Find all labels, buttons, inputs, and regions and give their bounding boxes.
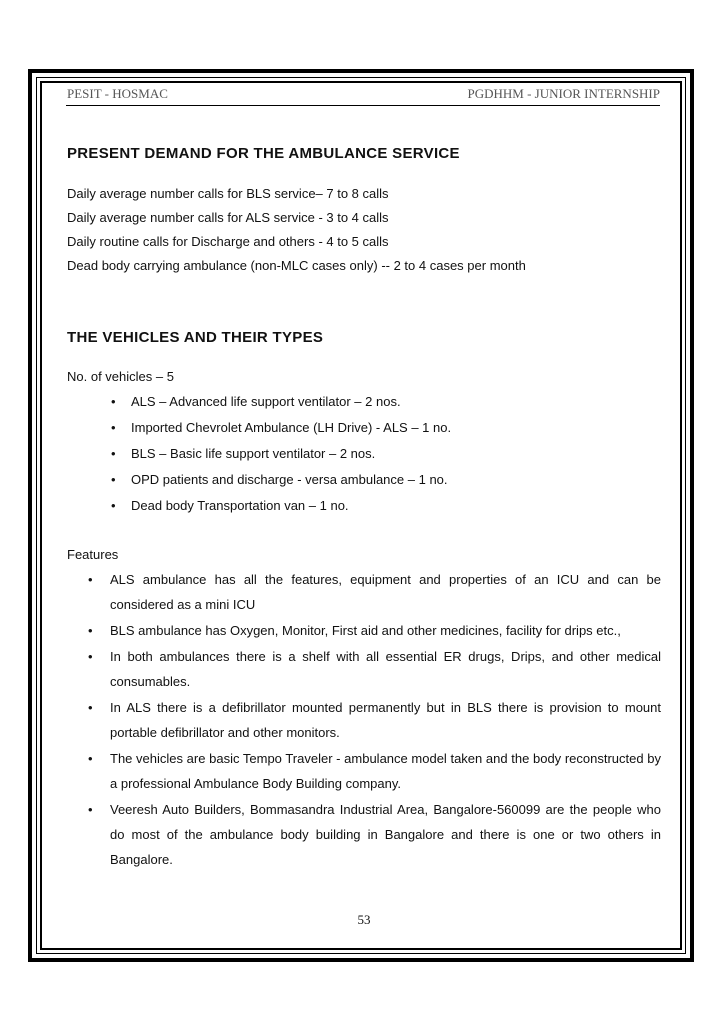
list-item: • In ALS there is a defibrillator mounted permanently but in BLS there is provision to mount portable defibrillator and other monitors. [67,695,661,745]
list-item: • Dead body Transportation van – 1 no. [67,493,661,519]
demand-line-als: Daily average number calls for ALS service - 3 to 4 calls [67,210,389,225]
list-item: • Veeresh Auto Builders, Bommasandra Industrial Area, Bangalore-560099 are the people who do most of the ambulance body building in Bangalore and there is one or two others in Bangalore. [67,797,661,872]
demand-line-dead-body: Dead body carrying ambulance (non-MLC cases only) -- 2 to 4 cases per month [67,258,526,273]
list-item: • BLS ambulance has Oxygen, Monitor, First aid and other medicines, facility for drips etc., [67,618,661,643]
section-title-demand: PRESENT DEMAND FOR THE AMBULANCE SERVICE [67,145,460,162]
list-item: • In both ambulances there is a shelf with all essential ER drugs, Drips, and other medical consumables. [67,644,661,694]
page-content [67,145,661,873]
list-item: • OPD patients and discharge - versa ambulance – 1 no. [67,467,661,493]
list-item: • ALS – Advanced life support ventilator – 2 nos. [67,389,661,415]
list-item: • Imported Chevrolet Ambulance (LH Drive) - ALS – 1 no. [67,415,661,441]
header-right: PGDHHM - JUNIOR INTERNSHIP [467,86,660,101]
vehicle-list [67,389,661,519]
header-left: PESIT - HOSMAC [67,86,168,101]
features-label: Features [67,547,119,562]
list-item: • ALS ambulance has all the features, equipment and properties of an ICU and can be considered as a mini ICU [67,567,661,617]
demand-line-bls: Daily average number calls for BLS service– 7 to 8 calls [67,186,389,201]
list-item: • BLS – Basic life support ventilator – 2 nos. [67,441,661,467]
vehicle-count: No. of vehicles – 5 [67,369,174,384]
section-title-vehicles: THE VEHICLES AND THEIR TYPES [67,329,324,346]
page-number: 53 [357,912,371,927]
list-item: • The vehicles are basic Tempo Traveler - ambulance model taken and the body reconstructed by a professional Ambulance Body Building company. [67,746,661,796]
header-rule [66,105,660,106]
demand-line-discharge: Daily routine calls for Discharge and others - 4 to 5 calls [67,234,389,249]
features-list [67,567,661,872]
